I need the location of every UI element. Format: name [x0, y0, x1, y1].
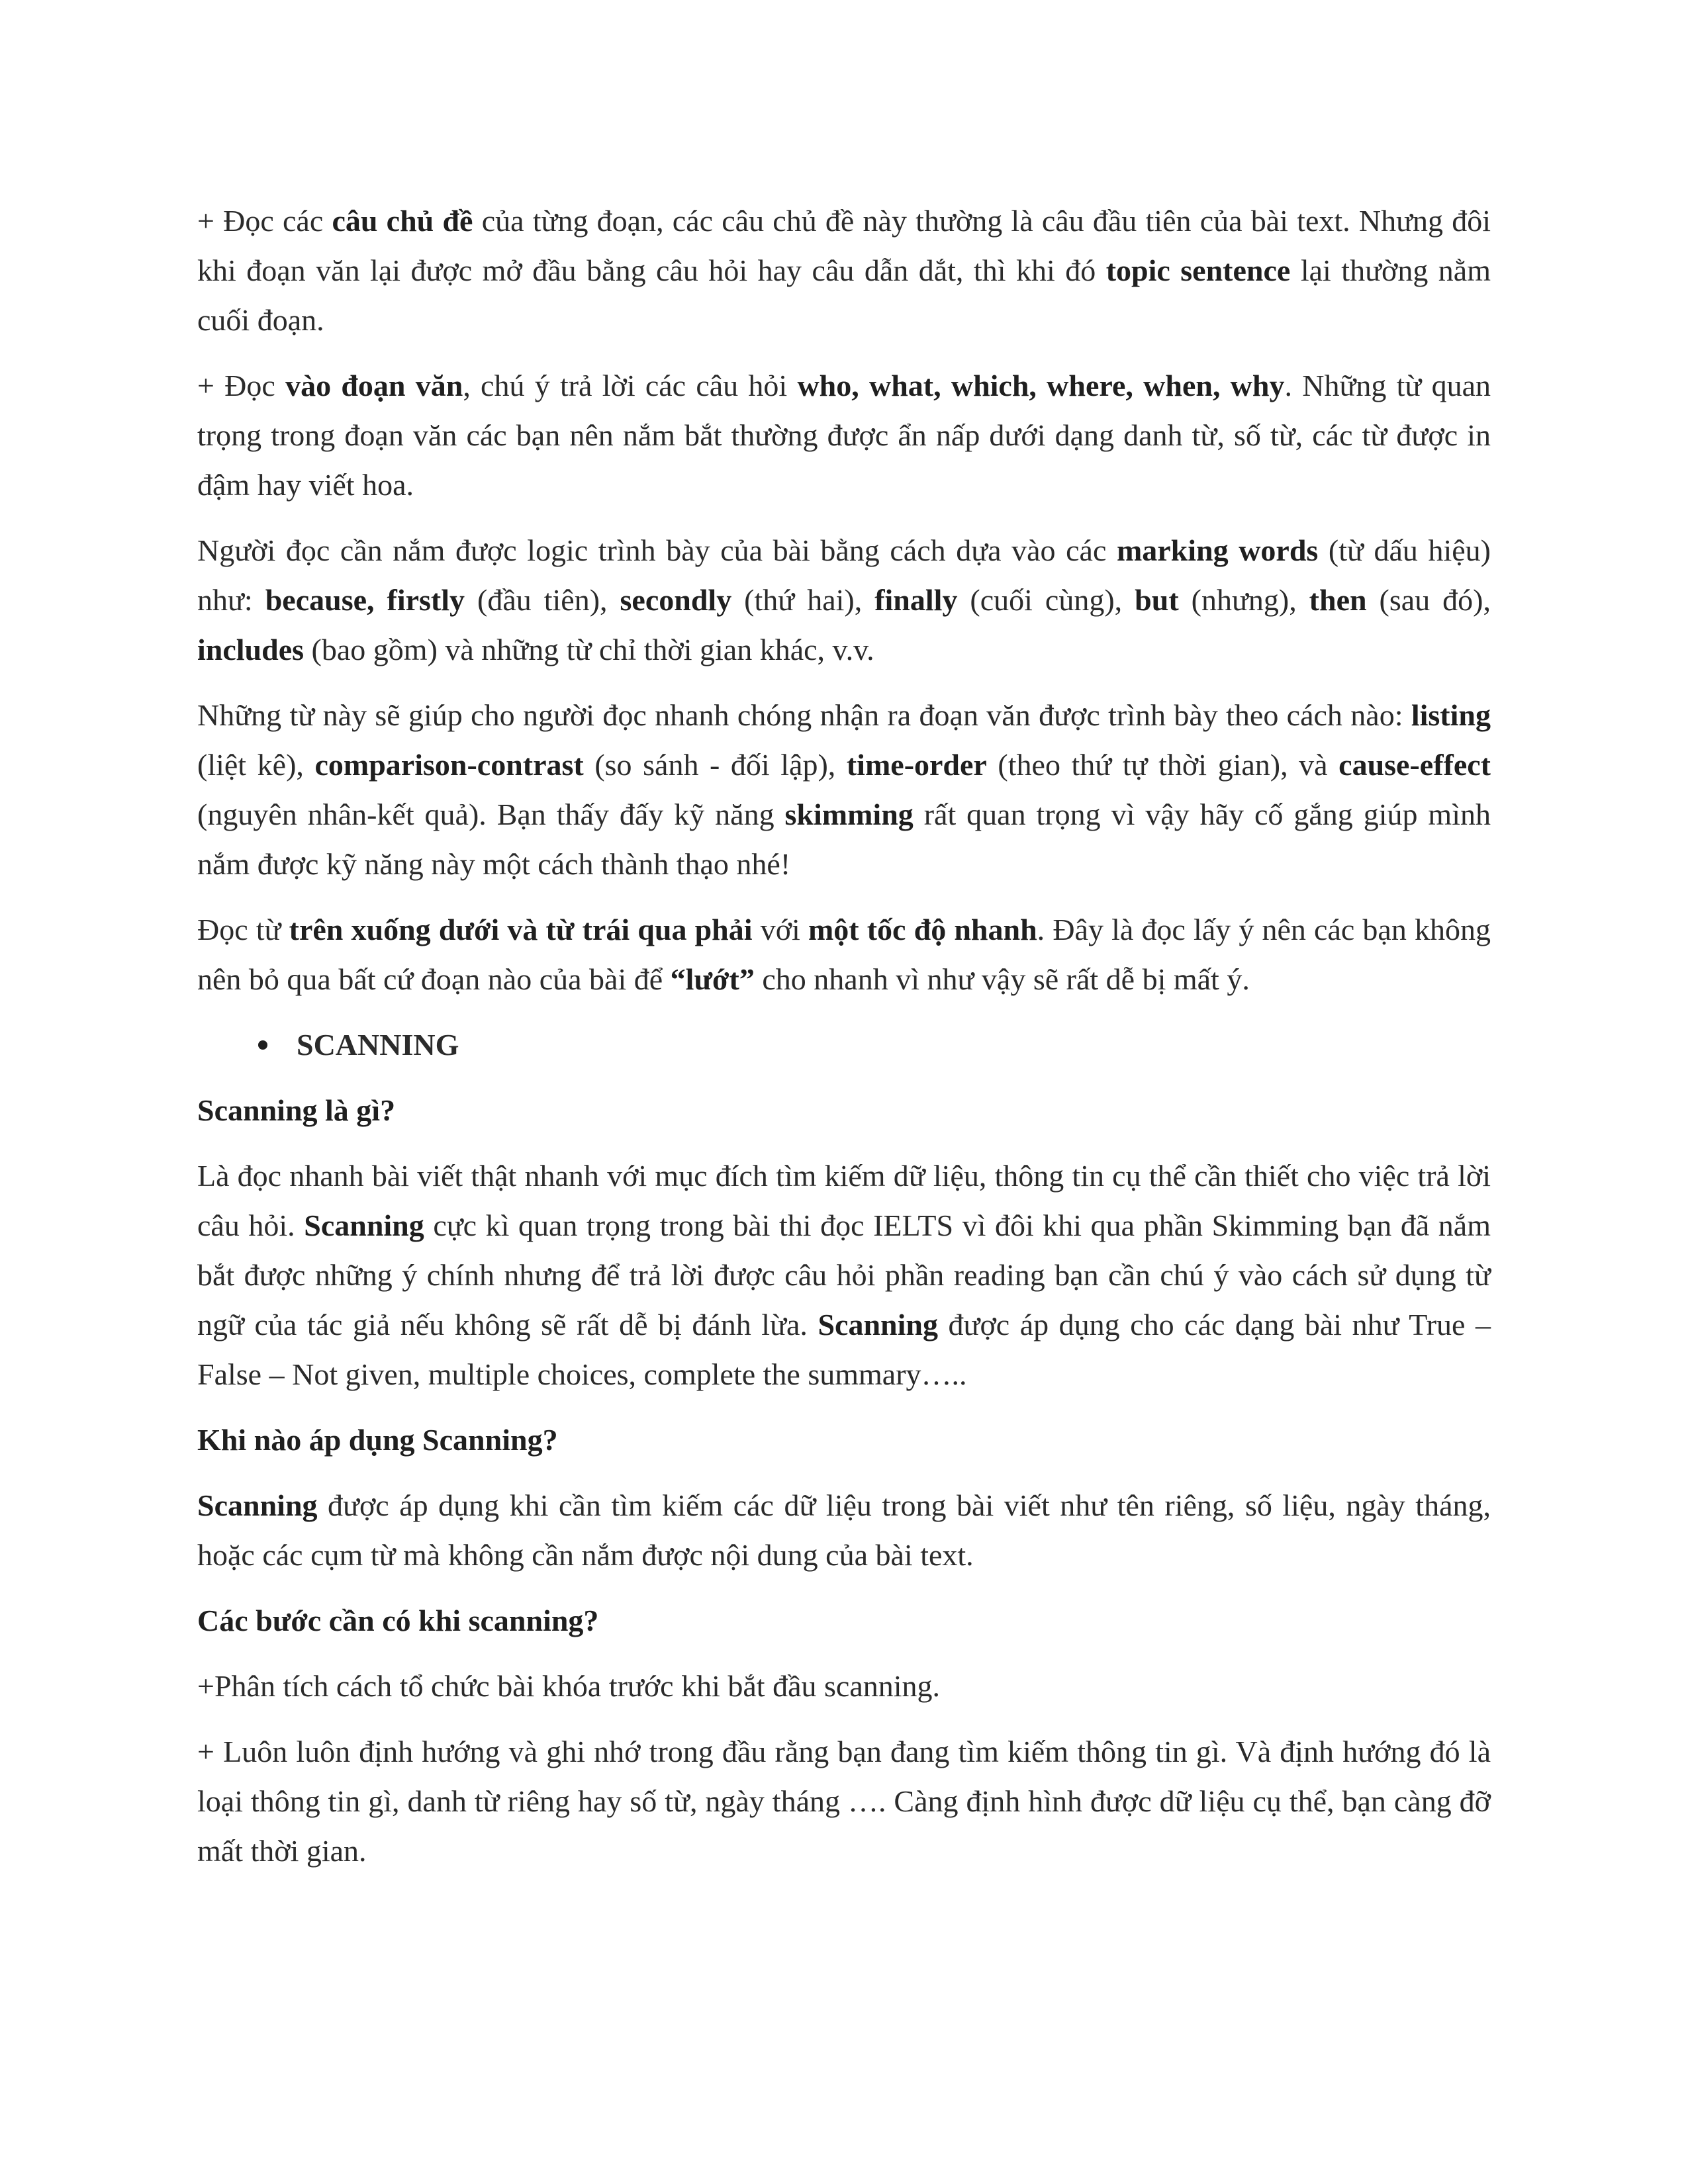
bold-term: comparison-contrast: [314, 748, 584, 782]
bold-term: cause-effect: [1338, 748, 1491, 782]
bold-term: Scanning: [304, 1208, 424, 1242]
paragraph-marking-words: Người đọc cần nắm được logic trình bày của bài bằng cách dựa vào các marking words (từ dấu hiệu) như: because, firstly (đầu tiên), secondly (thứ hai), finally (cuối cùng), but (nhưng), then (sau đó), includes (bao gồm) và những từ chỉ thời gian khác, v.v.: [197, 533, 1491, 666]
bullet-item-scanning: [197, 1020, 1491, 1069]
paragraph-reading-direction: Đọc từ trên xuống dưới và từ trái qua phải với một tốc độ nhanh. Đây là đọc lấy ý nên các bạn không nên bỏ qua bất cứ đoạn nào của bài để “lướt” cho nhanh vì như vậy sẽ rất dễ bị mất ý.: [197, 913, 1491, 996]
paragraph-step-orient: + Luôn luôn định hướng và ghi nhớ trong đầu rằng bạn đang tìm kiếm thông tin gì. Và định hướng đó là loại thông tin gì, danh từ riêng hay số từ, ngày tháng …. Càng định hình được dữ liệu cụ thể, bạn càng đỡ mất thời gian.: [197, 1735, 1491, 1868]
paragraph-read-into: + Đọc vào đoạn văn, chú ý trả lời các câu hỏi who, what, which, where, when, why. Những từ quan trọng trong đoạn văn các bạn nên nắm bắt thường được ẩn nấp dưới dạng danh từ, số từ, các từ được in đậm hay viết hoa.: [197, 369, 1491, 502]
bold-term: who, what, which, where, when, why: [797, 369, 1285, 402]
bold-term: vào đoạn văn: [285, 369, 463, 402]
bold-term: listing: [1411, 698, 1491, 732]
bold-term: Scanning: [818, 1308, 938, 1342]
bold-term: câu chủ đề: [332, 204, 473, 238]
bold-term: finally: [874, 583, 958, 617]
bold-term: secondly: [620, 583, 732, 617]
bold-term: skimming: [784, 797, 914, 831]
heading-when-to-scan: Khi nào áp dụng Scanning?: [197, 1423, 558, 1457]
bold-term: includes: [197, 633, 305, 666]
bold-term: một tốc độ nhanh: [808, 913, 1037, 946]
bold-term: because, firstly: [265, 583, 465, 617]
bold-term: then: [1309, 583, 1367, 617]
bold-term: time-order: [846, 748, 987, 782]
bold-term: Scanning: [197, 1488, 318, 1522]
bullet-dot-icon: [258, 1040, 267, 1050]
paragraph-step-analyze: +Phân tích cách tổ chức bài khóa trước khi bắt đầu scanning.: [197, 1669, 941, 1703]
paragraph-scanning-definition: Là đọc nhanh bài viết thật nhanh với mục đích tìm kiếm dữ liệu, thông tin cụ thể cần thiết cho việc trả lời câu hỏi. Scanning cực kì quan trọng trong bài thi đọc IELTS vì đôi khi qua phần Skimming bạn đã nắm bắt được những ý chính nhưng để trả lời được câu hỏi phần reading bạn cần chú ý vào cách sử dụng từ ngữ của tác giả nếu không sẽ rất dễ bị đánh lừa. Scanning được áp dụng cho các dạng bài như True – False – Not given, multiple choices, complete the summary…..: [197, 1159, 1491, 1391]
bold-term: “lướt”: [670, 962, 755, 996]
heading-what-is-scanning: Scanning là gì?: [197, 1093, 396, 1127]
paragraph-topic-sentence: + Đọc các câu chủ đề của từng đoạn, các câu chủ đề này thường là câu đầu tiên của bài text. Nhưng đôi khi đoạn văn lại được mở đầu bằng câu hỏi hay câu dẫn dắt, thì khi đó topic sentence lại thường nằm cuối đoạn.: [197, 204, 1491, 337]
bold-term: trên xuống dưới và từ trái qua phải: [289, 913, 753, 946]
document-body: [197, 196, 1491, 1891]
heading-scanning-steps: Các bước cần có khi scanning?: [197, 1604, 599, 1637]
bullet-title: SCANNING: [297, 1028, 459, 1062]
paragraph-when-to-scan: Scanning được áp dụng khi cần tìm kiếm các dữ liệu trong bài viết như tên riêng, số liệu, ngày tháng, hoặc các cụm từ mà không cần nắm được nội dung của bài text.: [197, 1488, 1491, 1572]
bold-term: marking words: [1116, 533, 1319, 567]
paragraph-organization-types: Những từ này sẽ giúp cho người đọc nhanh chóng nhận ra đoạn văn được trình bày theo cách nào: listing (liệt kê), comparison-contrast (so sánh - đối lập), time-order (theo thứ tự thời gian), và cause-effect (nguyên nhân-kết quả). Bạn thấy đấy kỹ năng skimming rất quan trọng vì vậy hãy cố gắng giúp mình nắm được kỹ năng này một cách thành thạo nhé!: [197, 698, 1491, 881]
bold-term: topic sentence: [1105, 253, 1291, 287]
bold-term: but: [1135, 583, 1179, 617]
